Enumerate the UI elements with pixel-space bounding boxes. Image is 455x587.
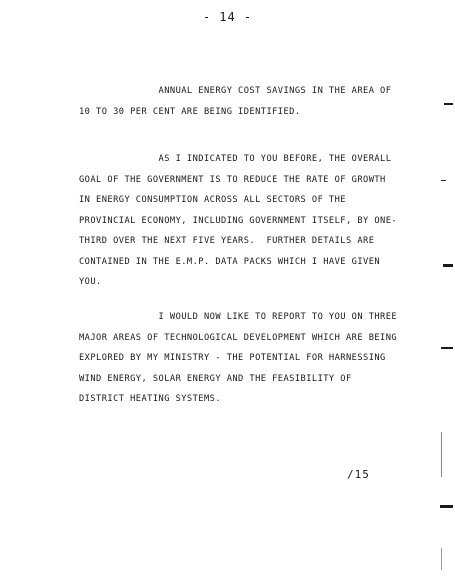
paragraph-energy-savings: ANNUAL ENERGY COST SAVINGS IN THE AREA OF 10 TO 30 PER CENT ARE BEING IDENTIFIED. [79, 86, 392, 117]
scan-mark [441, 180, 446, 181]
scan-mark [443, 264, 453, 267]
continuation-marker: /15 [347, 468, 370, 481]
scan-mark [440, 505, 453, 508]
scan-mark [444, 103, 453, 105]
scan-mark [441, 347, 453, 349]
page-number: - 14 - [202, 10, 253, 24]
scan-mark [441, 432, 442, 477]
paragraph-technological-development: I WOULD NOW LIKE TO REPORT TO YOU ON THREE MAJOR AREAS OF TECHNOLOGICAL DEVELOPMENT WHICH ARE BEING EXPLORED BY MY MINISTRY - THE POTENTIAL FOR HARNESSING WIND ENERGY, SOLAR ENERGY AND THE FEASIBILITY OF DISTRICT HEATING SYSTEMS. [79, 312, 398, 404]
scan-mark [441, 548, 442, 570]
paragraph-government-goal: AS I INDICATED TO YOU BEFORE, THE OVERALL GOAL OF THE GOVERNMENT IS TO REDUCE THE RATE OF GROWTH IN ENERGY CONSUMPTION ACROSS ALL SECTORS OF THE PROVINCIAL ECONOMY, INCLUDING GOVERNMENT ITSELF, BY ONE- THIRD OVER THE NEXT FIVE YEARS. FURTHER DETAILS ARE CONTAINED IN THE E.M.P. DATA PACKS WHICH I HAVE GIVEN YOU. [79, 154, 398, 287]
